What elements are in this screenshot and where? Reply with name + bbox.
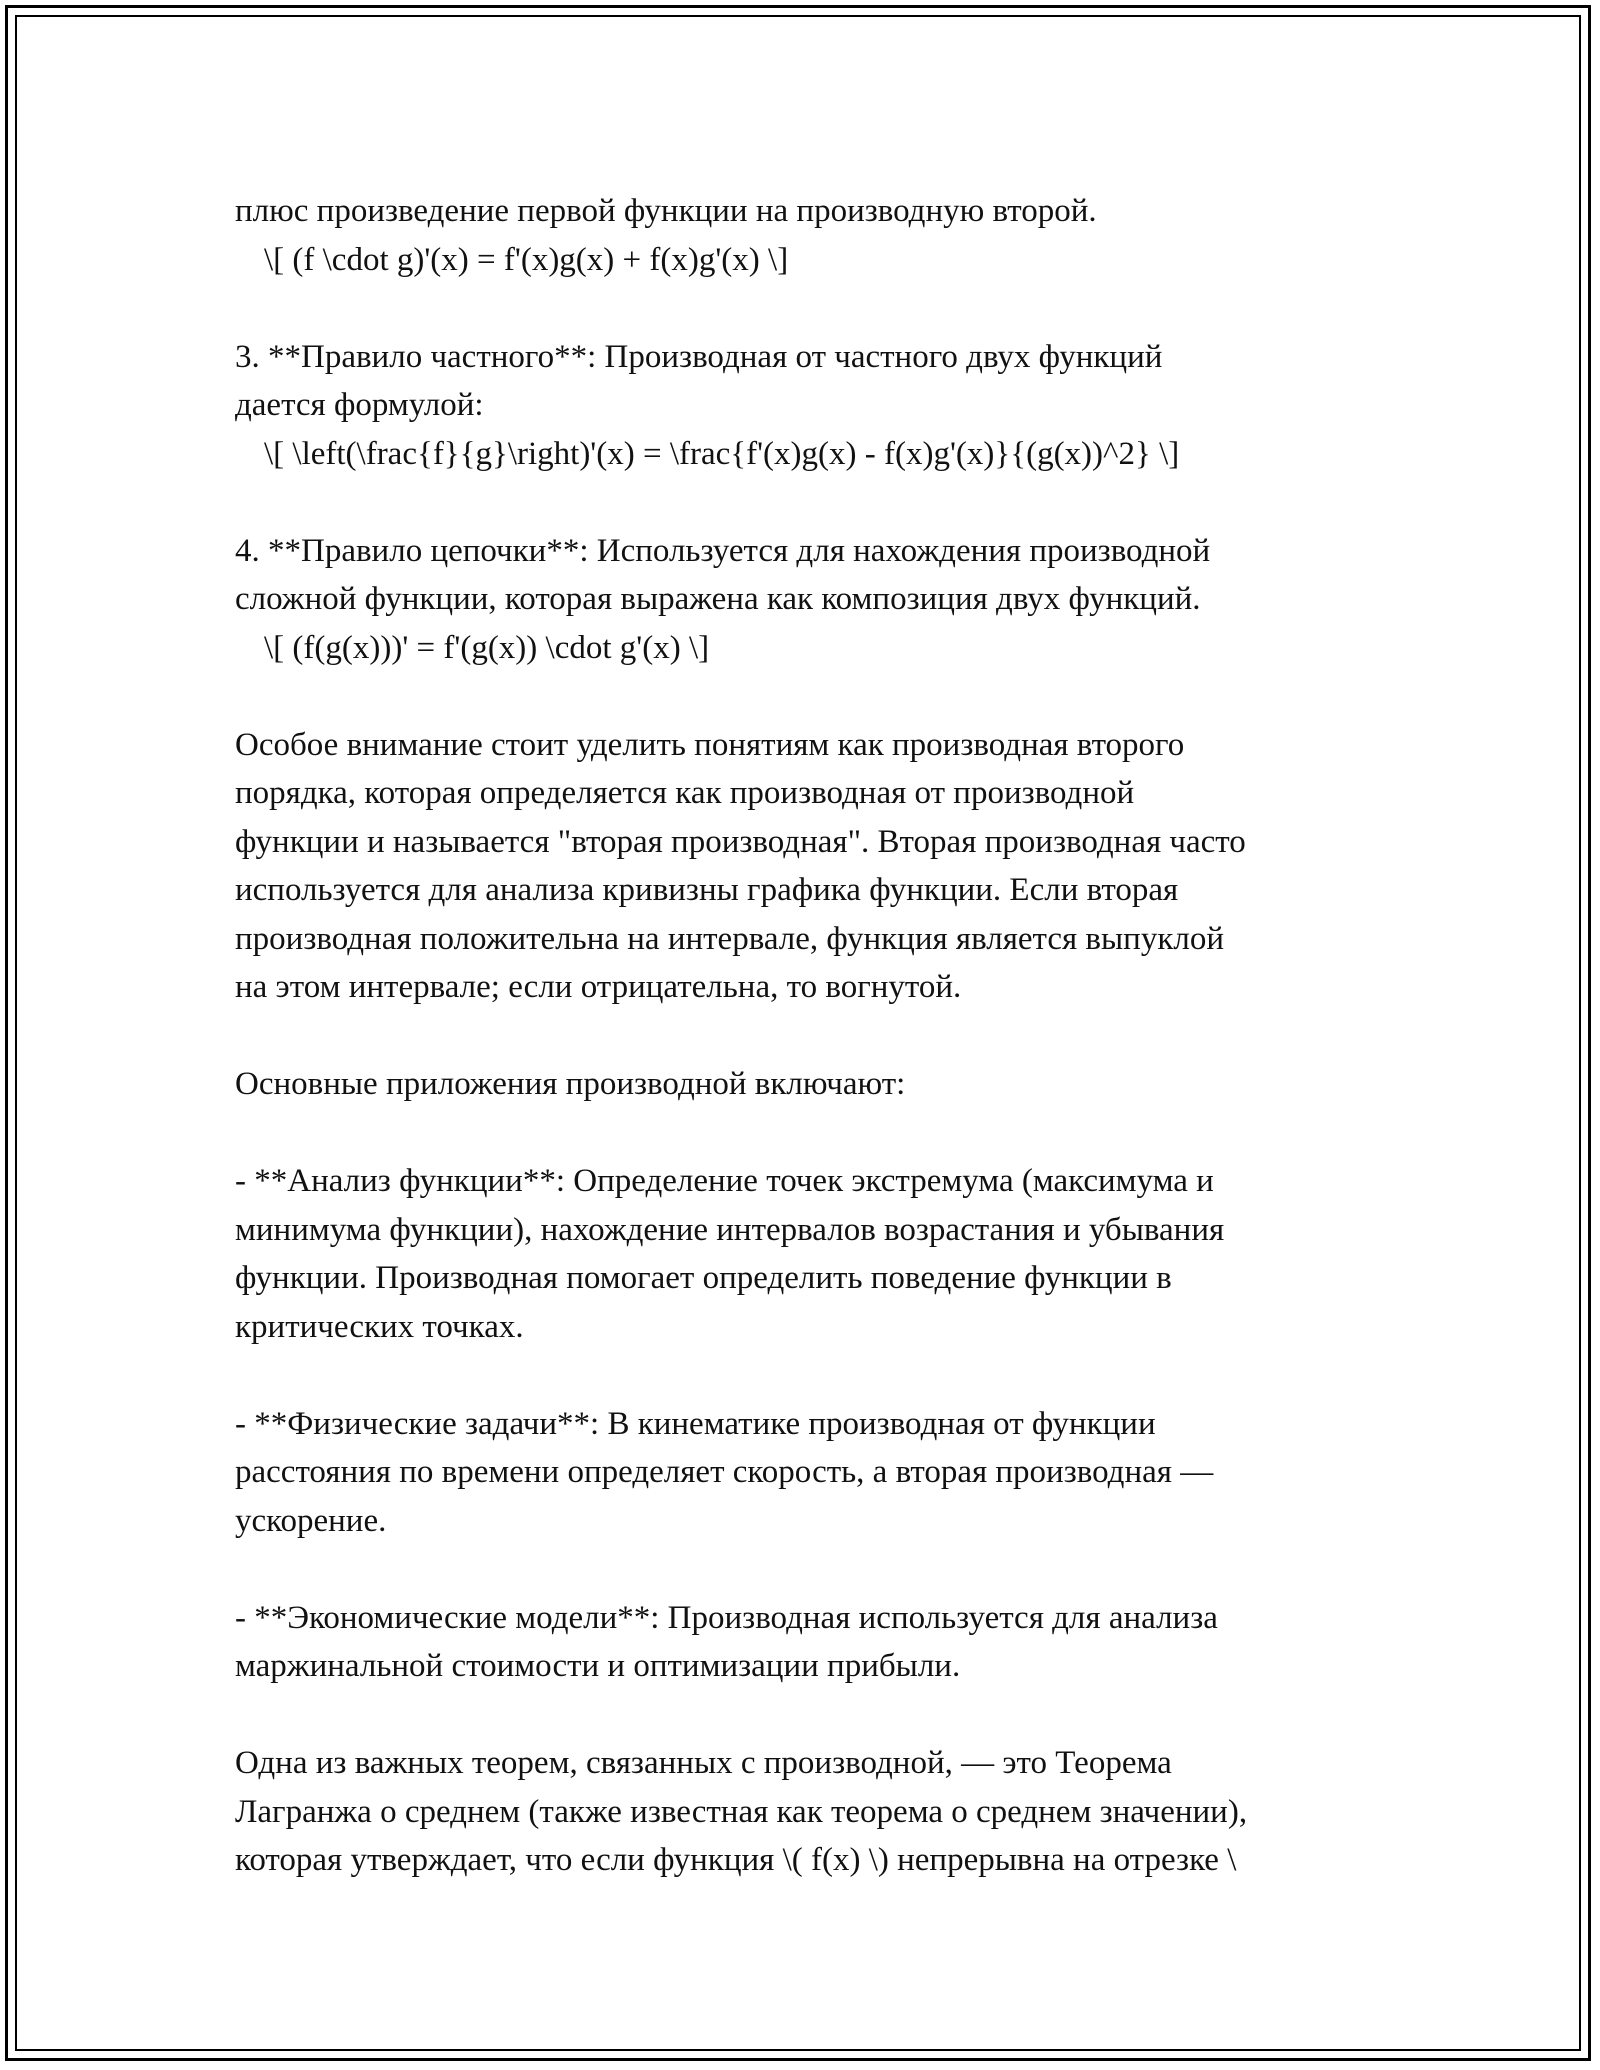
text-line: маржинальной стоимости и оптимизации прибыли. [235, 1648, 961, 1684]
text-line: функции и называется "вторая производная". Вторая производная часто [235, 823, 1246, 860]
text-line: функции. Производная помогает определить поведение функции в [235, 1260, 1172, 1296]
formula-product-rule: \[ (f \cdot g)'(x) = f'(x)g(x) + f(x)g'(x) \] [264, 241, 789, 278]
text-line: дается формулой: [235, 387, 484, 423]
text-line: плюс произведение первой функции на производную второй. [235, 193, 1097, 229]
paragraph-quotient-rule [235, 333, 1385, 479]
list-item-economics [235, 1594, 1385, 1691]
text-line: которая утверждает, что если функция \( f(x) \) непрерывна на отрезке \ [235, 1842, 1237, 1878]
text-line: Одна из важных теорем, связанных с производной, — это Теорема [235, 1745, 1172, 1781]
text-line: Лагранжа о среднем (также известная как теорема о среднем значении), [235, 1793, 1248, 1830]
text-line: порядка, которая определяется как производная от производной [235, 775, 1135, 811]
text-line: - **Анализ функции**: Определение точек экстремума (максимума и [235, 1163, 1214, 1199]
paragraph-lagrange-theorem [235, 1739, 1385, 1885]
text-line: Основные приложения производной включают: [235, 1066, 906, 1102]
list-item-physics [235, 1400, 1385, 1546]
text-line: расстояния по времени определяет скорость, а вторая производная — [235, 1454, 1214, 1490]
formula-quotient-rule: \[ \left(\frac{f}{g}\right)'(x) = \frac{f'(x)g(x) - f(x)g'(x)}{(g(x))^2} \] [264, 435, 1180, 472]
text-line: производная положительна на интервале, функция является выпуклой [235, 920, 1225, 957]
paragraph-chain-rule [235, 527, 1385, 673]
text-line: ускорение. [235, 1502, 387, 1539]
text-line: 3. **Правило частного**: Производная от частного двух функций [235, 338, 1163, 375]
text-line: критических точках. [235, 1308, 524, 1345]
text-line: на этом интервале; если отрицательна, то вогнутой. [235, 969, 962, 1005]
text-line: используется для анализа кривизны графика функции. Если вторая [235, 872, 1179, 908]
text-line: Особое внимание стоит уделить понятиям как производная второго [235, 726, 1185, 763]
text-line: - **Экономические модели**: Производная используется для анализа [235, 1599, 1218, 1636]
list-item-function-analysis [235, 1157, 1385, 1351]
paragraph-second-derivative [235, 721, 1385, 1012]
text-line: 4. **Правило цепочки**: Используется для нахождения производной [235, 532, 1211, 569]
text-line: минимума функции), нахождение интервалов возрастания и убывания [235, 1211, 1225, 1248]
text-line: сложной функции, которая выражена как композиция двух функций. [235, 581, 1201, 617]
paragraph-applications-intro [235, 1060, 1385, 1109]
formula-chain-rule: \[ (f(g(x)))' = f'(g(x)) \cdot g'(x) \] [264, 629, 710, 666]
paragraph-product-rule-tail [235, 187, 1385, 284]
text-line: - **Физические задачи**: В кинематике производная от функции [235, 1405, 1156, 1442]
document-body [235, 187, 1385, 1885]
